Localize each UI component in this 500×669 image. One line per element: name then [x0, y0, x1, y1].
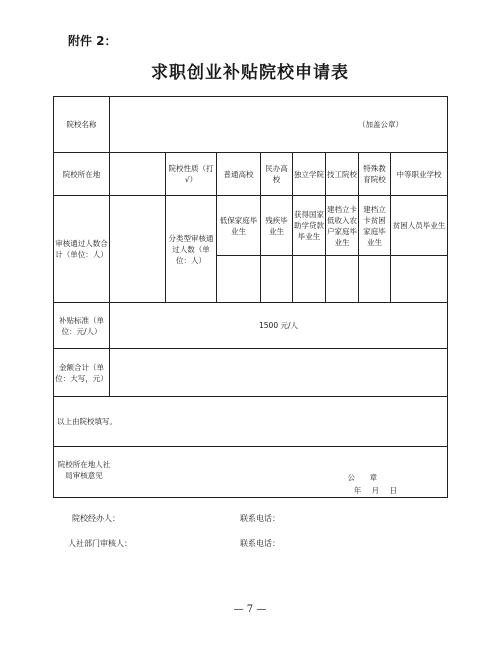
approved-total-label: 审核通过人数合计（单位：人） — [54, 196, 110, 303]
category-poverty-file: 建档立卡贫困家庭毕业生 — [359, 196, 391, 256]
subsidy-standard-label: 补贴标准（单位：元/人） — [54, 303, 110, 349]
type-private-school[interactable]: 民办高校 — [261, 153, 293, 196]
hr-reviewer-label: 人社部门审核人： — [68, 539, 132, 548]
school-handler-label: 院校经办人： — [72, 514, 120, 523]
category-disabled: 残疾毕业生 — [261, 196, 293, 256]
school-name-field[interactable] — [110, 97, 448, 153]
contact-phone-label-2: 联系电话： — [240, 539, 280, 548]
category-count-label: 分类型审核通过人数（单位：人） — [166, 196, 217, 303]
review-opinion-cell[interactable] — [54, 447, 448, 498]
amount-total-field[interactable] — [110, 349, 448, 397]
type-special-education[interactable]: 特殊教育院校 — [359, 153, 391, 196]
type-independent-college[interactable]: 独立学院 — [293, 153, 326, 196]
school-nature-label: 院校性质（打√） — [166, 153, 217, 196]
count-low-income-field[interactable] — [217, 256, 261, 303]
application-form-table — [53, 96, 448, 498]
count-disabled-field[interactable] — [261, 256, 293, 303]
approved-total-field[interactable] — [110, 196, 166, 303]
type-secondary-vocational[interactable]: 中等职业学校 — [391, 153, 448, 196]
category-poor-persons: 贫困人员毕业生 — [391, 196, 448, 256]
count-poverty-file-field[interactable] — [359, 256, 391, 303]
date-label: 年 月 日 — [353, 486, 397, 495]
official-stamp-label: 公 章 — [347, 473, 383, 482]
category-low-income: 低保家庭毕业生 — [217, 196, 261, 256]
school-name-label: 院校名称 — [54, 97, 110, 153]
amount-total-label: 金额合计（单位：大写，元） — [54, 349, 110, 397]
count-student-loan-field[interactable] — [293, 256, 326, 303]
location-field[interactable] — [110, 153, 166, 196]
category-student-loan: 获得国家助学贷款毕业生 — [293, 196, 326, 256]
seal-note: （加盖公章） — [358, 120, 403, 129]
category-low-income-farm: 建档立卡低收入农户家庭毕业生 — [326, 196, 359, 256]
type-technical-school[interactable]: 技工院校 — [326, 153, 359, 196]
count-low-income-farm-field[interactable] — [326, 256, 359, 303]
contact-phone-label-1: 联系电话： — [240, 514, 280, 523]
subsidy-standard-value: 1500 元/人 — [110, 303, 448, 349]
form-title: 求职创业补贴院校申请表 — [151, 63, 349, 83]
school-fill-note: 以上由院校填写。 — [54, 397, 448, 447]
location-label: 院校所在地 — [54, 153, 110, 196]
review-opinion-label: 院校所在地人社局审核意见 — [57, 460, 111, 480]
page-number: — 7 — — [233, 604, 267, 615]
count-poor-persons-field[interactable] — [391, 256, 448, 303]
attachment-label: 附件 2： — [68, 34, 117, 48]
type-general-university[interactable]: 普通高校 — [217, 153, 261, 196]
